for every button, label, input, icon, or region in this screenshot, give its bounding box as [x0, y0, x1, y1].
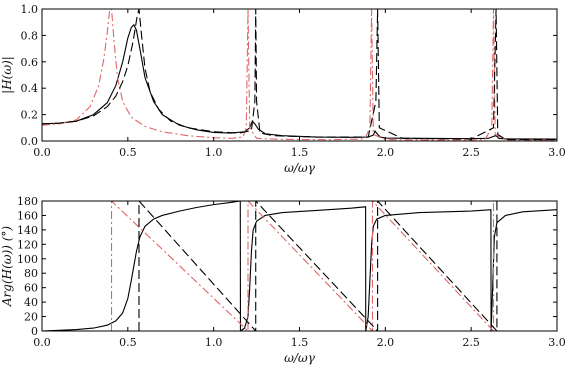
- y-tick-label: 0.2: [20, 108, 38, 122]
- y-tick-label: 120: [17, 238, 38, 252]
- x-tick-label: 2.5: [462, 336, 480, 349]
- phase-series-dashed-line: [139, 201, 497, 331]
- x-tick-label: 2.0: [376, 336, 395, 349]
- x-tick-label: 0.5: [119, 336, 137, 349]
- y-axis-label: |H(ω)|: [0, 56, 14, 94]
- x-axis-label: ω/ωγ: [284, 351, 315, 365]
- y-tick-label: 60: [24, 281, 38, 295]
- x-tick-label: 0.5: [119, 146, 137, 159]
- phase-series-solid-line: [42, 201, 557, 331]
- y-tick-label: 100: [17, 252, 38, 266]
- phase-panel: [0, 195, 566, 365]
- x-tick-label: 1.0: [204, 146, 223, 159]
- y-tick-label: 80: [24, 267, 38, 281]
- y-tick-label: 160: [17, 209, 38, 223]
- magnitude-series-solid-line: [42, 25, 557, 139]
- x-tick-label: 2.5: [462, 146, 480, 159]
- y-tick-label: 0.8: [20, 29, 38, 43]
- y-tick-label: 0.6: [20, 55, 38, 69]
- x-tick-label: 0.0: [33, 336, 51, 349]
- x-tick-label: 1.0: [204, 336, 223, 349]
- x-tick-label: 3.0: [548, 336, 566, 349]
- x-tick-label: 1.5: [290, 336, 309, 349]
- x-axis-label: ω/ωγ: [284, 161, 315, 175]
- y-tick-label: 0.4: [20, 82, 38, 96]
- x-tick-label: 3.0: [548, 146, 566, 159]
- y-axis-label: Arg(H(ω)) (°): [0, 225, 14, 307]
- y-tick-label: 20: [24, 310, 38, 324]
- phase-axes-frame: [42, 201, 557, 331]
- y-tick-label: 180: [17, 195, 38, 208]
- x-tick-label: 2.0: [376, 146, 395, 159]
- y-tick-label: 1.0: [20, 3, 38, 16]
- x-tick-label: 0.0: [33, 146, 51, 159]
- y-tick-label: 140: [17, 223, 38, 237]
- x-tick-label: 1.5: [290, 146, 309, 159]
- y-tick-label: 0: [31, 325, 38, 338]
- y-tick-label: 40: [24, 296, 38, 310]
- magnitude-panel: [0, 3, 566, 175]
- phase-series-dash-dot-line: [112, 201, 494, 331]
- y-tick-label: 0.0: [20, 135, 38, 148]
